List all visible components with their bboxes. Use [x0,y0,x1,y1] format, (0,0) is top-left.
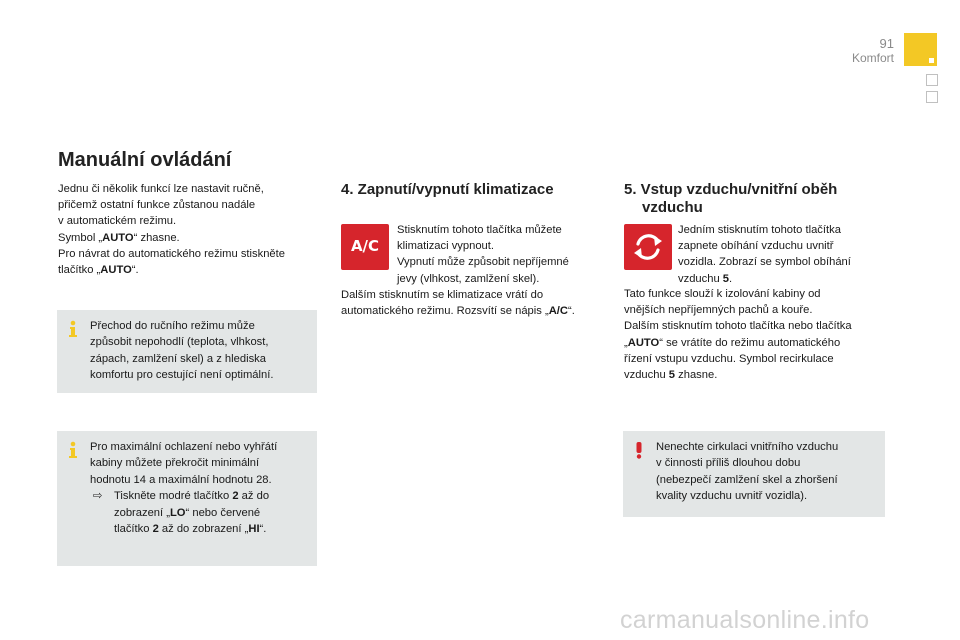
recirculation-button-description [678,222,851,287]
text-line: jevy (vlhkost, zamlžení skel). [397,272,540,285]
warning-icon [631,441,647,459]
note-line: v činnosti příliš dlouhou dobu [656,457,801,470]
note-line: Nenechte cirkulaci vnitřního vzduchu [656,441,839,453]
text-line: vozidla. Zobrazí se symbol obíhání [678,256,851,269]
note-line: komfortu pro cestující není optimální. [90,369,274,382]
section-title-ac-toggle: 4. Zapnutí/vypnutí klimatizace [341,181,554,198]
note-bullet [90,488,277,537]
text-line: automatického režimu. Rozsvítí se nápis „A/C“. [341,305,575,318]
chapter-tab[interactable] [926,91,938,103]
recirculation-button-image [624,224,672,270]
info-icon [65,441,81,459]
text-line: klimatizaci vypnout. [397,240,494,253]
manual-control-intro [58,181,285,278]
text-line: „AUTO“ se vrátíte do režimu automatického [624,336,841,349]
ac-button-label: A/C [350,237,380,255]
page-number: 91 [879,36,894,51]
text-line: Dalším stisknutím se klimatizace vrátí do [341,289,544,301]
text-line: Jednu či několik funkcí lze nastavit ručně, [58,183,264,195]
section-title-air-recirculation [624,181,837,217]
text-line: řízení vstupu vzduchu. Symbol recirkulace [624,352,834,365]
note-line: hodnotu 14 a maximální hodnotu 28. [90,473,272,486]
note-line: kvality vzduchu uvnitř vozidla). [656,490,808,503]
text-line: Pro návrat do automatického režimu stiskněte [58,247,285,260]
info-note-manual-mode [57,310,317,393]
text-line: zapnete obíhání vzduchu uvnitř [678,240,834,253]
watermark: carmanualsonline.info [620,606,870,634]
info-note-max-temperature [57,431,317,566]
note-line: tlačítko 2 až do zobrazení „HI“. [114,523,267,536]
ac-reactivation-text [341,287,575,319]
note-line: zobrazení „LO“ nebo červené [114,506,261,519]
text-line: vnějších nepříjemných pachů a kouře. [624,304,813,317]
text-line: vzduchu 5 zhasne. [624,369,718,382]
recirculation-explanation [624,286,852,383]
ac-button-description [397,222,569,287]
note-line: Pro maximální ochlazení nebo vyhřátí [90,441,278,453]
chapter-tab[interactable] [926,74,938,86]
ac-button-image [341,224,389,270]
text-line: v automatickém režimu. [58,215,177,228]
recirculation-icon [624,224,672,270]
warning-note-recirculation [623,431,885,517]
text-line: Stisknutím tohoto tlačítka můžete [397,224,562,236]
text-line: tlačítko „AUTO“. [58,264,139,277]
text-line: přičemž ostatní funkce zůstanou nadále [58,199,256,212]
info-icon [65,320,81,338]
text-line: vzduchu 5. [678,272,733,285]
title-line: 5. Vstup vzduchu/vnitřní oběh [624,181,838,198]
note-line: (nebezpečí zamlžení skel a zhoršení [656,473,838,486]
text-line: Tato funkce slouží k izolování kabiny od [624,288,821,300]
text-line: Vypnutí může způsobit nepříjemné [397,256,569,269]
text-line: Dalším stisknutím tohoto tlačítka nebo tlačítka [624,320,852,333]
note-line: způsobit nepohodlí (teplota, vlhkost, [90,336,269,349]
section-name: Komfort [851,51,894,65]
text-line: Symbol „AUTO“ zhasne. [58,231,180,244]
note-line: kabiny můžete překročit minimální [90,457,260,470]
bullet-icon: ⇨ [93,490,103,503]
section-title-manual-control: Manuální ovládání [58,149,232,171]
chapter-tab-active[interactable] [904,33,937,66]
note-line: Tiskněte modré tlačítko 2 až do [114,490,270,503]
note-line: zápach, zamlžení skel) a z hlediska [90,352,266,365]
text-line: Jedním stisknutím tohoto tlačítka [678,224,841,236]
note-line: Přechod do ručního režimu může [90,320,255,332]
title-line: vzduchu [642,199,703,216]
